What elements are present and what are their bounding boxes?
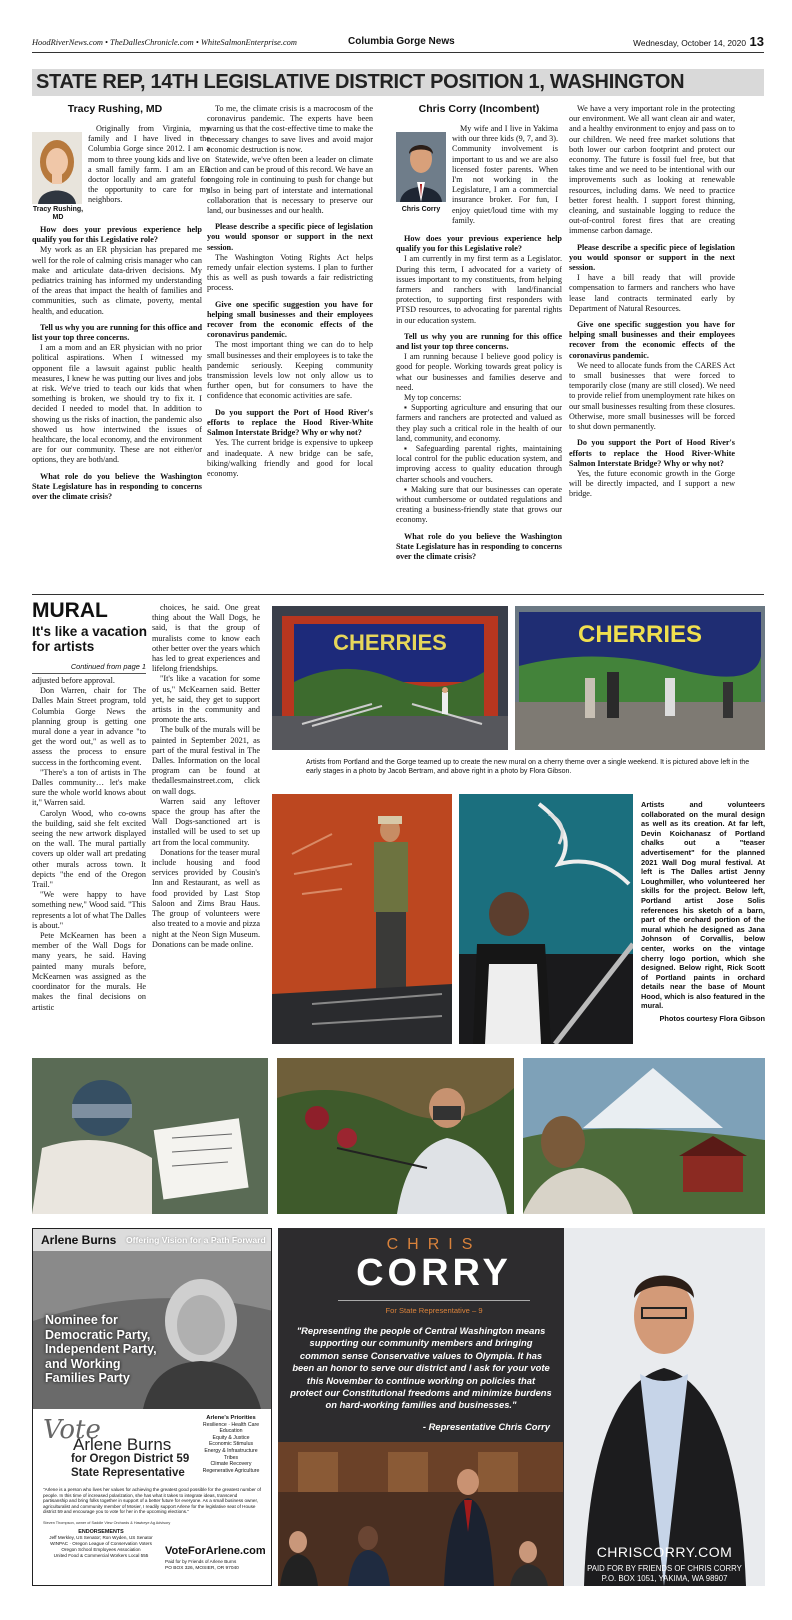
priorities-title: Arlene's Priorities xyxy=(206,1415,256,1421)
endorsement-item: Jeff Merkley, US Senator; Ron Wyden, US Senator xyxy=(49,1535,153,1540)
answer: I am running because I believe good policy is good for people. Working towards great policy is what our businesses and families deserve and need. xyxy=(396,352,562,392)
answer: We have a very important role in the protecting our environment. We all want clean air and water, and a healthy environment to enjoy and pass on to our children. We need free market solutions that both lower our carbon footprint and protect our economy. The future is fossil fuel free, but that takes time and we need to be intentional with our improvements such as looking at renewable resources, including dams. We need to practice better forest health. I support forest thinning, cleaning, and sustainable logging to reduce the out-of-control forest fires that are creating immense carbon damage. xyxy=(569,104,735,236)
ad-arlene-burns xyxy=(32,1228,272,1586)
photo-caption-side: Artists and volunteers collaborated on the mural design as well as its creation. At far left, Devin Koichanasz of Portland chalks out a "teaser advertisement" for the planned 2021 Wall Dog mural festival. At left is The Dalles artist Jenny Loughmiller, who volunteered her skills for the project. Below left, Portland artist Jose Solis references his sketch of a barn, part of the orchard portion of the mural which he designed as Jana Johnson of Corvallis, below center, works on the vintage cherry logo portion, which she designed. Below right, Rick Scott of Portland paints in orchard details near the base of Mount Hood, which is also featured in the mural. xyxy=(641,800,765,1011)
question: Give one specific suggestion you have for helping small businesses and their employees recover from the economic effects of the coronavirus pandemic. xyxy=(569,320,735,360)
caption-line: Tracy Rushing, xyxy=(32,206,84,213)
story-paragraph: Don Warren, chair for The Dalles Main Street program, told Columbia Gorge News the planning group is getting one mural done a year in advance "to get the word out," as well as to assess the process to ensure success in the forthcoming event. xyxy=(32,686,146,767)
photo-rick-scott xyxy=(523,1058,765,1214)
ad-paid-for: Paid for by Friends of Arlene Burns xyxy=(165,1559,237,1564)
ad-endorsements xyxy=(41,1529,161,1559)
nominee-line: Independent Party, xyxy=(45,1342,157,1356)
nominee-line: and Working xyxy=(45,1356,121,1371)
story-paragraph: "We were happy to have something new," Wood said. "This represents a lot of what The Dalles is about." xyxy=(32,890,146,930)
jump-rule xyxy=(32,673,146,674)
answer: We need to allocate funds from the CARES Act to small businesses that were forced to temporarily close (many are still closed). We need to provide relief from unemployment rate hikes on our small businesses resulting from these closures. Otherwise, more small businesses will be forced to shut down permanently. xyxy=(569,360,735,432)
banner-title: STATE REP, 14TH LEGISLATIVE DISTRICT POSITION 1, WASHINGTON xyxy=(36,71,685,93)
question: Tell us why you are running for this office and list your top three concerns. xyxy=(32,322,202,343)
page-header xyxy=(32,36,764,50)
portrait-corry xyxy=(396,132,446,202)
answer: I am currently in my first term as a Legislator. During this term, I advocated for a variety of issues important to my constituents, from helping farmers and ranchers with land/financial protection, to supporting first responders with PTSD resources, to advocating for parental rights in our education system. xyxy=(396,254,562,325)
website-list: HoodRiverNews.com • TheDallesChronicle.com • WhiteSalmonEnterprise.com xyxy=(32,38,297,47)
ad-last-name: CORRY xyxy=(356,1252,512,1294)
photo-mural-progress xyxy=(515,606,765,750)
answer: The Washington Voting Rights Act helps remedy unfair election systems. I plan to further this as well as push towards a fair redistricting process. xyxy=(207,252,373,293)
bullet: ▪ Supporting agriculture and ensuring that our farmers and ranchers are protected and valued as they play such a critical role in the health of our land, community, and economy. xyxy=(396,403,562,443)
priority-item: Tribes xyxy=(223,1454,239,1461)
photo-caption-top: Artists from Portland and the Gorge teamed up to create the new mural on a cherry theme over a single weekend. It is pictured above left in the early stages in a photo by Jacob Bertram, and above right in a photo by Flora Gibson. xyxy=(306,759,750,775)
answer: The most important thing we can do to help small businesses and their employees is to take the pandemic seriously. Keeping community transmission levels low not only allow us to further open, but for consumers to have the confidence that economic activities are safe. xyxy=(207,340,373,401)
section-banner xyxy=(32,69,764,96)
priority-item: Resilience · Health Care xyxy=(202,1421,260,1428)
priority-item: Regenerative Agriculture xyxy=(202,1467,260,1474)
ad-tagline: Offering Vision for a Path Forward xyxy=(126,1235,266,1245)
mural-sign-text: CHERRIES xyxy=(577,621,703,648)
corry-intro xyxy=(452,124,558,226)
bullet: ▪ Making sure that our businesses can operate without cumbersome or outdated regulations and creating a business-friendly state that grows our economy. xyxy=(396,484,562,525)
intro-text: My wife and I live in Yakima with our three kids (9, 7, and 3). Community involvement is important to us and we are also licensed foster parents. When I'm not working in the Legislature, I am a commercial insurance broker. For fun, I enjoy quiet/loud time with my family. xyxy=(452,124,558,225)
ad-first-name: CHRIS xyxy=(386,1236,482,1253)
ad-website[interactable]: CHRISCORRY.COM xyxy=(596,1544,733,1560)
portrait-rushing xyxy=(32,132,82,204)
priority-item: Climate Recovery xyxy=(210,1461,252,1468)
photo-jose-solis xyxy=(32,1058,268,1214)
question: What role do you believe the Washington State Legislature has in responding to concerns over the climate crisis? xyxy=(396,531,562,562)
ad-district: for Oregon District 59 xyxy=(71,1453,190,1465)
page-number: 13 xyxy=(749,34,764,49)
question: How does your previous experience help qualify you for this Legislative role? xyxy=(32,225,202,245)
answer: My work as an ER physician has prepared me well for the role of calming crisis manager who can make and articulate data-driven decisions. My pediatrics training has informed my understanding of the areas that impact the health of families and communities, such as climate, poverty, mental health, and education. xyxy=(32,245,202,316)
issue-date: Wednesday, October 14, 2020 xyxy=(633,38,746,48)
subtitle-line: for artists xyxy=(32,639,95,654)
answer: I am a mom and an ER physician with no prior political aspirations. When I witnessed my opponent file a lawsuit against public health measures, I knew he was putting our lives and jobs at risk. We've tried to teach our kids that when something is broken, we should try to fix it. I decided I needed to model that. In addition to showing us the risks of inaction, the pandemic also showed us how intertwined the issues of healthcare, the local economy, and the environment are for our community. These are not either/or options, they are both/and. xyxy=(32,343,202,465)
intro-text: Originally from Virginia, my family and I have lived in the Columbia Gorge since 2012. I am a mom to three young kids and live on a small family farm. I am an ER doctor locally and am grateful for the opportunity to care for my neighbors. xyxy=(88,124,210,205)
ad-po-box: PO BOX 326, MOSIER, OR 97040 xyxy=(165,1566,239,1571)
story-paragraph: The bulk of the murals will be painted in September 2021, as part of the mural festival in The Dalles. Information on the local program can be found at thedallesmainstreet.com, click on wall dogs. xyxy=(152,725,260,796)
candidate-heading-corry: Chris Corry (Incombent) xyxy=(418,103,540,115)
story-paragraph: Donations for the teaser mural include housing and food services provided by Cousin's Inn and Restaurant, as well as food provided by Last Stop Saloon and Zims Brau Haus. The group of volunteers were also treated to a movie and pizza night at the Neon Sign Museum. Donations can be made online. xyxy=(152,847,260,949)
question: Tell us why you are running for this office and list your top three concerns. xyxy=(396,331,562,352)
portrait-caption-rushing xyxy=(30,206,86,222)
photo-credit: Photos courtesy Flora Gibson xyxy=(659,1014,765,1023)
story-subtitle xyxy=(32,624,152,654)
story-paragraph: "It's like a vacation for some of us," McKearnen said. Better yet, he said, they get to support artists in the community and promote the arts. xyxy=(152,674,260,725)
ad-quote-attribution: Steven Thompson, owner of Saddle View Orchards & Hawkeye Ag Advisory xyxy=(43,1521,171,1525)
answer: I have a bill ready that will provide compensation to farmers and ranchers who have lease land contracts terminated early by Department of Natural Resources. xyxy=(569,273,735,313)
photo-volunteer-painter xyxy=(459,794,633,1044)
priority-item: Education xyxy=(219,1428,243,1435)
ad-vote-script: Vote xyxy=(43,1415,101,1445)
header-rule xyxy=(32,52,764,53)
story-col1 xyxy=(32,676,146,1013)
story-col2 xyxy=(152,603,260,950)
corry-col1 xyxy=(396,234,562,562)
endorsements-title: ENDORSEMENTS xyxy=(78,1529,124,1535)
priority-item: Energy & Infrastructure xyxy=(204,1447,258,1454)
caption-line: MD xyxy=(52,214,64,221)
ad-paid-for xyxy=(564,1564,765,1583)
nominee-line: Nominee for xyxy=(45,1313,118,1327)
question: What role do you believe the Washington State Legislature has in responding to concerns over the climate crisis? xyxy=(32,471,202,502)
portrait-caption-corry: Chris Corry xyxy=(401,206,441,213)
endorsement-item: United Food & Commercial Workers Local 555 xyxy=(53,1553,149,1558)
paid-line: P.O. BOX 1051, YAKIMA, WA 98907 xyxy=(601,1573,728,1583)
priority-item: Economic Stimulus xyxy=(208,1441,254,1448)
answer: Statewide, we've often been a leader on climate action and can be proud of this record. We have an ongoing role in continuing to push for change but also in being part of interstate and international collaboration that is necessary to preserve our land, our businesses and our health. xyxy=(207,155,373,216)
story-paragraph: "There's a ton of artists in The Dalles community… let's make sure the whole world knows about it," Warren said. xyxy=(32,767,146,808)
ad-office: For State Representative – 9 xyxy=(385,1306,483,1315)
nominee-line: Democratic Party, xyxy=(45,1327,151,1342)
answer: To me, the climate crisis is a macrocosm of the coronavirus pandemic. The experts have been warning us that the cost-effective time to make the necessary changes to save lives and avoid major economic destruction is now. xyxy=(207,104,373,154)
candidate-heading-rushing: Tracy Rushing, MD xyxy=(67,103,163,115)
story-paragraph: Warren said any leftover space the group has after the Wall Dogs-sanctioned art is installed will be used to set up art from the local community. xyxy=(152,796,260,847)
story-paragraph: adjusted before approval. xyxy=(32,676,115,685)
question: Please describe a specific piece of legislation you would sponsor or support in the next session. xyxy=(569,242,735,273)
story-paragraph: Carolyn Wood, who co-owns the building, said she felt excited seeing the new artwork displayed on the wall. The mural partially covers up older wall art predating other murals across town. It depicts "the end of the Oregon Trail." xyxy=(32,808,146,890)
paid-line: PAID FOR BY FRIENDS OF CHRIS CORRY xyxy=(587,1564,742,1573)
story-paragraph: choices, he said. One great thing about the Wall Dogs, he said, is that the group of muralists come to know each other better over the years which has led to great experiences and lifelong friendships. xyxy=(152,603,260,674)
question: How does your previous experience help qualify you for this Legislative role? xyxy=(396,234,562,254)
photo-jana-johnson xyxy=(277,1058,514,1214)
ad-priorities xyxy=(193,1415,269,1474)
photo-mural-early xyxy=(272,606,508,750)
endorsement-item: Oregon School Employees Association xyxy=(61,1547,141,1552)
ad-rule xyxy=(338,1300,530,1301)
rushing-intro xyxy=(88,124,210,206)
ad-url[interactable]: VoteForArlene.com xyxy=(165,1545,266,1557)
answer: Yes. The current bridge is expensive to upkeep and inadequate. A new bridge can be safe, biking/walking friendly and good for local economy. xyxy=(207,438,373,478)
ad-top-bar xyxy=(33,1229,272,1251)
ad-photo-corry xyxy=(564,1228,765,1586)
endorsement-item: WINPAC · Oregon League of Conservation Voters xyxy=(50,1541,152,1546)
question: Please describe a specific piece of legislation you would sponsor or support in the next session. xyxy=(207,222,373,252)
answer: My top concerns: xyxy=(404,393,462,403)
jump-line: Continued from page 1 xyxy=(70,662,146,671)
section-divider xyxy=(32,594,764,595)
photo-chalk-artist xyxy=(272,794,452,1044)
answer: Yes, the future economic growth in the Gorge will be directly impacted, and I support a new bridge. xyxy=(569,468,735,499)
nominee-line: Families Party xyxy=(45,1371,130,1385)
story-paragraph: Pete McKearnen has been a member of the Wall Dogs for many years, he said. Having painted many murals before, McKearnen was assigned as the coordinator for the murals. He makes the final decisions on artistic xyxy=(32,931,146,1012)
corry-col2 xyxy=(569,104,735,500)
ad-quote: "Representing the people of Central Washington means supporting our community members and bringing common sense Conservative values to Olympia. It has been an honor to serve our district and I ask for your vote this November to continue working on policies that protect our Constitutional freedoms and minimize burdens on hard-working families and businesses." xyxy=(290,1325,552,1411)
question: Give one specific suggestion you have for helping small businesses and their employees recover from the economic effects of the coronavirus pandemic. xyxy=(207,299,373,340)
ad-nominee-list xyxy=(45,1313,157,1386)
bullet: ▪ Safeguarding parental rights, maintaining local control for the public education system, and improving access to quality education through charter schools and vouchers. xyxy=(396,444,562,484)
mural-sign-text: CHERRIES xyxy=(333,630,447,655)
question: Do you support the Port of Hood River's efforts to replace the Hood River-White Salmon Interstate Bridge? Why or why not? xyxy=(207,407,373,438)
newspaper-name: Columbia Gorge News xyxy=(348,36,455,47)
rushing-col1 xyxy=(32,225,202,502)
ad-name-top: Arlene Burns xyxy=(41,1233,117,1247)
ad-office: State Representative xyxy=(71,1467,185,1479)
ad-quote-attribution: - Representative Chris Corry xyxy=(422,1421,550,1432)
subtitle-line: It's like a vacation xyxy=(32,624,148,639)
ad-chris-corry xyxy=(278,1228,765,1586)
story-title: MURAL xyxy=(32,599,108,622)
ad-name-large: Arlene Burns xyxy=(73,1435,172,1454)
ad-endorsement-quote: "Arlene is a person who lives her values for achieving the greatest good possible for the greatest number of people. In this time of increased polarization, she has what it takes to integrate ideas, transcend partisanship and bring folks together in support of a better future for everyone. As a small business owner, agriculturalist and community member of Mosier, I readily support Arlene for the legislative seat of House district 59 and encourage you to vote for her in the upcoming elections." xyxy=(43,1487,261,1515)
ad-photo-chamber xyxy=(278,1442,563,1586)
priority-item: Equity & Justice xyxy=(212,1434,250,1441)
rushing-col2 xyxy=(207,104,373,479)
question: Do you support the Port of Hood River's efforts to replace the Hood River-White Salmon Interstate Bridge? Why or why not? xyxy=(569,438,735,468)
